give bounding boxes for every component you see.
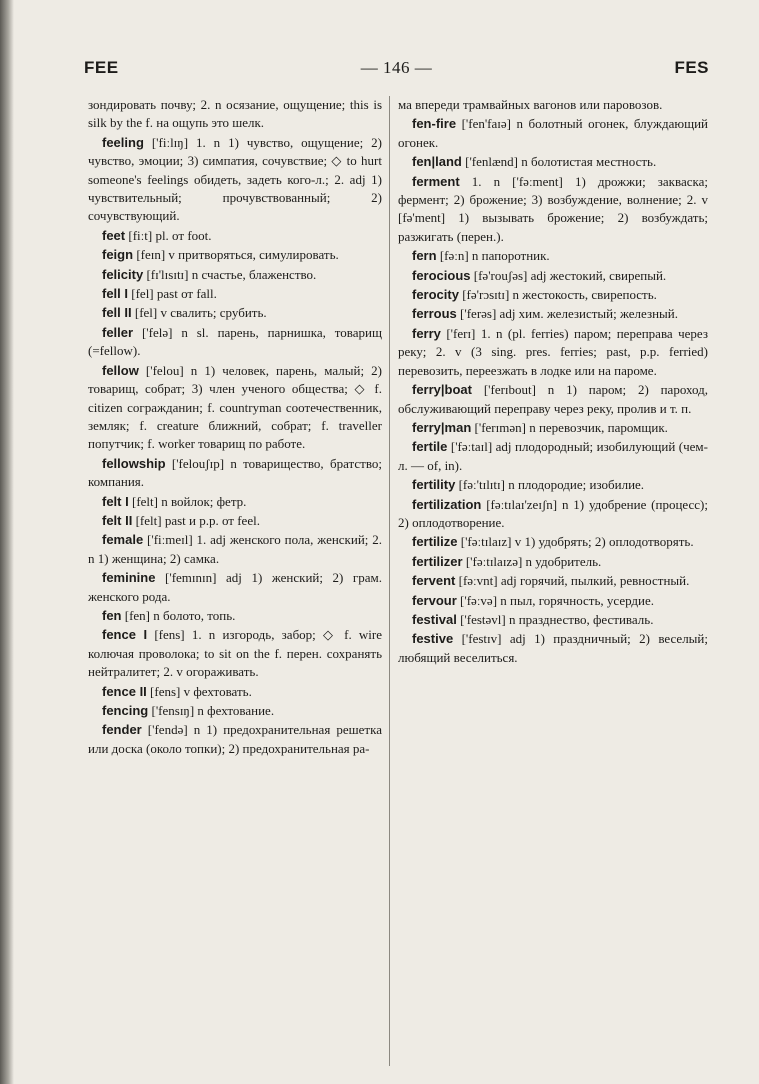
definition-text: ['festəvl] n празднество, фестиваль. bbox=[456, 611, 654, 627]
definition-text: ['fəːtɪlaɪzə] n удобритель. bbox=[462, 553, 602, 569]
dictionary-entry bbox=[88, 702, 382, 720]
dictionary-entry bbox=[398, 496, 708, 533]
definition-text: [fəːtɪlaɪ'zeɪʃn] n 1) удобрение (процесс); 2) оплодотворение. bbox=[398, 496, 708, 530]
headword: felt II bbox=[102, 512, 133, 528]
dictionary-entry bbox=[88, 531, 382, 568]
definition-text: [fen] n болото, топь. bbox=[121, 607, 236, 623]
headword: fender bbox=[102, 722, 142, 738]
definition-text: 1. n ['fəːment] 1) дрожжи; закваска; фермент; 2) брожение; 3) возбуждение, волнение; 2. v [fə'ment] 1) вызывать брожение; 2) возбуждать; разжигать (перен.). bbox=[398, 173, 708, 244]
definition-text: ма впереди трамвайных вагонов или паровозов. bbox=[398, 97, 663, 112]
dictionary-entry bbox=[398, 267, 708, 285]
definition-text: [felt] n войлок; фетр. bbox=[128, 493, 247, 509]
dictionary-entry bbox=[398, 533, 708, 551]
definition-text: ['fəːvə] n пыл, горячность, усердие. bbox=[456, 592, 655, 608]
definition-text: зондировать почву; 2. n осязание, ощущение; this is silk by the f. на ощупь это шелк. bbox=[88, 97, 382, 131]
dictionary-entry bbox=[398, 305, 708, 323]
dictionary-entry bbox=[398, 115, 708, 152]
headword: feet bbox=[102, 227, 126, 243]
definition-text: ['fen'faɪə] n болотный огонек, блуждающий огонек. bbox=[398, 116, 708, 150]
dictionary-entry bbox=[398, 611, 708, 629]
definition-text: [fəːn] n папоротник. bbox=[436, 248, 550, 264]
headword: fell II bbox=[102, 305, 132, 321]
definition-text: ['fenlænd] n болотистая местность. bbox=[461, 154, 657, 170]
headword: fertilize bbox=[412, 534, 458, 550]
definition-text: ['felouʃɪp] n товарищество, братство; компания. bbox=[88, 455, 382, 490]
dictionary-entry bbox=[88, 493, 382, 511]
headword: ferocity bbox=[412, 287, 459, 303]
definition-text: ['ferɪ] 1. n (pl. ferries) паром; переправа через реку; 2. v (3 sing. pres. ferries; past, p.p. ferried) перевозить, переезжать в лодке или на пароме. bbox=[398, 325, 708, 378]
headword: ferry|boat bbox=[412, 382, 472, 398]
definition-text: ['fəːtɪlaɪz] v 1) удобрять; 2) оплодотворять. bbox=[457, 534, 694, 550]
definition-text: ['ferəs] adj хим. железистый; железный. bbox=[456, 306, 678, 322]
headword: fertility bbox=[412, 477, 456, 493]
headword: feller bbox=[102, 324, 134, 340]
header-right-guide-word: FES bbox=[674, 58, 709, 77]
dictionary-entry bbox=[88, 626, 382, 681]
definition-text: [fəːvnt] adj горячий, пылкий, ревностный. bbox=[455, 573, 690, 589]
headword: fertilizer bbox=[412, 553, 463, 569]
page-header bbox=[84, 58, 709, 82]
definition-text: [fel] v свалить; срубить. bbox=[131, 305, 267, 321]
definition-text: [fɪ'lɪsɪtɪ] n счастье, блаженство. bbox=[143, 266, 317, 282]
headword: fencing bbox=[102, 703, 149, 718]
headword: fence I bbox=[102, 627, 148, 643]
dictionary-entry bbox=[398, 381, 708, 418]
dictionary-entry bbox=[398, 592, 708, 610]
definition-text: ['felə] n sl. парень, парнишка, товарищ (=fellow). bbox=[88, 324, 382, 359]
dictionary-entry bbox=[398, 476, 708, 494]
dictionary-entry bbox=[398, 553, 708, 571]
dictionary-entry bbox=[398, 438, 708, 475]
dictionary-entry bbox=[398, 247, 708, 265]
dictionary-entry bbox=[398, 325, 708, 380]
dictionary-entry bbox=[398, 419, 708, 437]
headword: fern bbox=[412, 248, 437, 264]
dictionary-entry bbox=[88, 304, 382, 322]
dictionary-entry bbox=[88, 569, 382, 606]
dictionary-entry bbox=[88, 721, 382, 758]
definition-text: [fə'rɔsɪtɪ] n жестокость, свирепость. bbox=[458, 287, 657, 303]
headword: fence II bbox=[102, 683, 147, 699]
headword: feeling bbox=[102, 134, 144, 150]
dictionary-entry bbox=[88, 362, 382, 454]
headword: fertile bbox=[412, 439, 448, 455]
definition-text: ['fensɪŋ] n фехтование. bbox=[148, 703, 275, 718]
headword: ferrous bbox=[412, 306, 457, 322]
dictionary-entry bbox=[88, 324, 382, 361]
headword: fellowship bbox=[102, 455, 166, 471]
headword: fellow bbox=[102, 362, 139, 378]
dictionary-entry bbox=[398, 286, 708, 304]
dictionary-entry bbox=[88, 607, 382, 625]
dictionary-entry bbox=[88, 227, 382, 245]
dictionary-entry bbox=[398, 173, 708, 247]
dictionary-entry bbox=[88, 512, 382, 530]
definition-text: ['ferɪbout] n 1) паром; 2) пароход, обслуживающий переправу через реку, пролив и т. п. bbox=[398, 382, 708, 416]
definition-text: ['fəːtaɪl] adj плодородный; изобилующий (чем-л. — of, in). bbox=[398, 439, 708, 473]
definition-text: [fiːt] pl. от foot. bbox=[125, 227, 212, 243]
right-column bbox=[398, 96, 708, 668]
dictionary-entry bbox=[88, 683, 382, 701]
headword: festival bbox=[412, 611, 457, 627]
definition-text: ['fiːlɪŋ] 1. n 1) чувство, ощущение; 2) чувство, эмоции; 3) симпатия, сочувствие; ◇ to hurt someone's feelings обидеть, задеть кого-л.; 2. adj 1) чувствительный; прочувствованный; 2) сочувствующий. bbox=[88, 134, 382, 224]
headword: fell I bbox=[102, 286, 129, 302]
headword: festive bbox=[412, 631, 454, 647]
headword: fen bbox=[102, 607, 122, 623]
book-spine-shadow bbox=[0, 0, 14, 1084]
definition-text: [fel] past от fall. bbox=[128, 286, 217, 302]
definition-text: ['femɪnɪn] adj 1) женский; 2) грам. женского рода. bbox=[88, 570, 382, 604]
headword: ferry bbox=[412, 325, 441, 341]
headword: fen-fire bbox=[412, 116, 457, 132]
column-divider bbox=[389, 96, 390, 1066]
page-number: — 146 — bbox=[360, 58, 433, 77]
dictionary-entry bbox=[88, 134, 382, 226]
headword: felt I bbox=[102, 493, 129, 509]
headword: felicity bbox=[102, 266, 144, 282]
headword: ferment bbox=[412, 173, 460, 189]
headword: feminine bbox=[102, 570, 156, 586]
headword: fervent bbox=[412, 573, 456, 589]
headword: feign bbox=[102, 247, 134, 263]
headword: fervour bbox=[412, 592, 457, 608]
dictionary-entry bbox=[398, 572, 708, 590]
definition-text: [fens] v фехтовать. bbox=[146, 683, 252, 699]
definition-text: [fens] 1. n изгородь, забор; ◇ f. wire колючая проволока; to sit on the f. перен. сохранять нейтралитет; 2. v огораживать. bbox=[88, 627, 382, 680]
dictionary-entry bbox=[88, 266, 382, 284]
headword: fen|land bbox=[412, 154, 462, 170]
definition-text: ['fiːmeɪl] 1. adj женского пола, женский; 2. n 1) женщина; 2) самка. bbox=[88, 532, 382, 566]
definition-text: ['ferɪmən] n перевозчик, паромщик. bbox=[471, 419, 668, 435]
definition-text: [fə'rouʃəs] adj жестокий, свирепый. bbox=[470, 267, 667, 283]
entry-continuation bbox=[398, 96, 708, 114]
dictionary-entry bbox=[88, 285, 382, 303]
entry-continuation bbox=[88, 96, 382, 133]
definition-text: ['festɪv] adj 1) праздничный; 2) веселый; любящий веселиться. bbox=[398, 631, 708, 665]
dictionary-entry bbox=[398, 153, 708, 171]
dictionary-entry bbox=[398, 630, 708, 667]
dictionary-entry bbox=[88, 246, 382, 264]
headword: female bbox=[102, 532, 144, 548]
dictionary-entry bbox=[88, 455, 382, 492]
headword: ferry|man bbox=[412, 419, 472, 435]
headword: ferocious bbox=[412, 267, 471, 283]
definition-text: [fəː'tɪlɪtɪ] n плодородие; изобилие. bbox=[455, 477, 645, 493]
definition-text: [feɪn] v притворяться, симулировать. bbox=[133, 247, 339, 263]
left-column bbox=[88, 96, 382, 759]
headword: fertilization bbox=[412, 496, 482, 512]
definition-text: ['felou] n 1) человек, парень, малый; 2) товарищ, собрат; 3) член ученого общества; ◇ f. citizen согражданин; f. countryman соотечественник, земляк; f. creature ближний, собрат; f. traveller попутчик; f. worker товарищ по работе. bbox=[88, 362, 382, 452]
definition-text: [felt] past и p.p. от feel. bbox=[132, 512, 260, 528]
header-left-guide-word: FEE bbox=[84, 58, 119, 77]
definition-text: ['fendə] n 1) предохранительная решетка или доска (около топки); 2) предохранительная ра- bbox=[88, 722, 382, 756]
